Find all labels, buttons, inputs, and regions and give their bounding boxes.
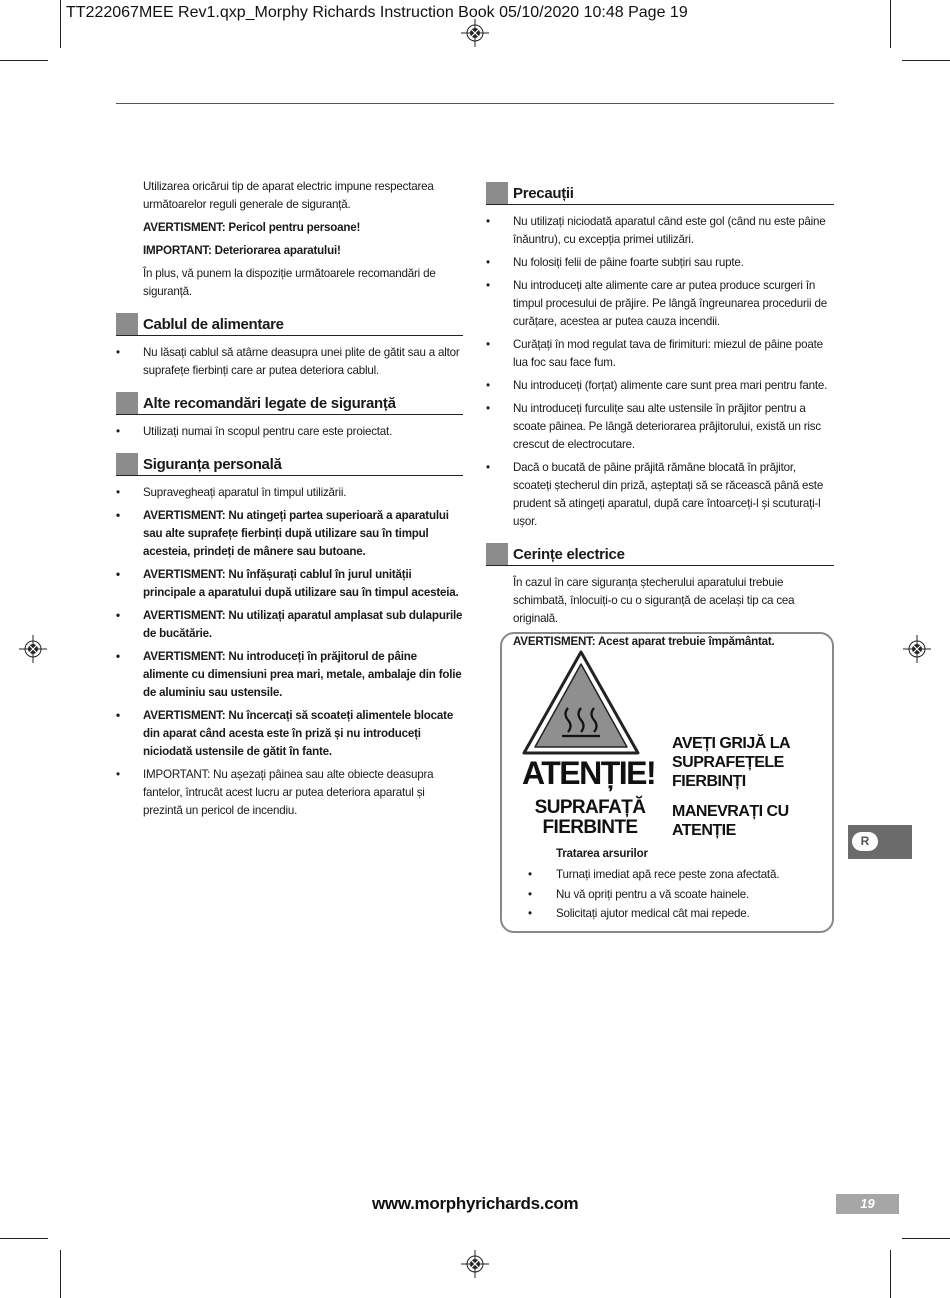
bullet: • <box>528 907 532 920</box>
bullet: • <box>116 650 120 663</box>
section-title: Siguranța personală <box>143 456 282 473</box>
list-item <box>116 507 463 561</box>
section-heading-other-safety <box>116 392 463 415</box>
bullet: • <box>116 568 120 581</box>
electrical-text: În cazul în care siguranța ștecherului aparatului trebuie schimbată, înlocuiți-o cu o siguranță de același tip ca cea originală. <box>513 576 795 625</box>
bullet: • <box>116 486 120 499</box>
registration-mark-icon <box>461 1250 489 1278</box>
bullet: • <box>486 402 490 415</box>
list-item-text: IMPORTANT: Nu așezați pâinea sau alte obiecte deasupra fantelor, întrucât acest lucru ar putea deteriora aparatul și prezintă un pericol de incendiu. <box>143 768 434 817</box>
section-heading-personal-safety <box>116 453 463 476</box>
header-rule <box>116 103 834 104</box>
list-item <box>486 459 834 531</box>
list-item <box>522 865 822 885</box>
list-item-text: Nu introduceți alte alimente care ar putea produce scurgeri în timpul procesului de prăjire. Pe lângă îngreunarea procedurii de curățare, acestea ar putea cauza incendii. <box>513 279 827 328</box>
list-item <box>486 213 834 249</box>
page-number: 19 <box>836 1194 899 1214</box>
list-item-text: Dacă o bucată de pâine prăjită rămâne blocată în prăjitor, scoateți ștecherul din priză, așteptați să se răcească până este prudent să atingeți aparatul, după care întoarceți-l și scuturați-l ușor. <box>513 461 824 528</box>
left-column <box>116 178 463 825</box>
electrical-warning: AVERTISMENT: Acest aparat trebuie împământat. <box>513 635 775 648</box>
list-item-text: Nu utilizați niciodată aparatul când este gol (când nu este pâine înăuntru), cu excepția primei utilizări. <box>513 215 826 246</box>
list-item-text: AVERTISMENT: Nu înfășurați cablul în jurul unității principale a aparatului după utilizare sau în timpul acesteia. <box>143 568 459 599</box>
bullet: • <box>116 609 120 622</box>
bullet: • <box>486 215 490 228</box>
list-item-text: Turnați imediat apă rece peste zona afectată. <box>556 868 780 881</box>
warning-persons: AVERTISMENT: Pericol pentru persoane! <box>143 221 361 234</box>
list-item-text: Nu introduceți furculițe sau alte ustensile în prăjitor pentru a scoate pâinea. Pe lângă deteriorarea prăjitorului, există un risc crescut de electrocutare. <box>513 402 821 451</box>
list-item-text: AVERTISMENT: Nu utilizați aparatul amplasat sub dulapurile de bucătărie. <box>143 609 463 640</box>
section-heading-precautions <box>486 182 834 205</box>
registration-mark-icon <box>19 635 47 663</box>
list-item-text: Nu vă opriți pentru a vă scoate hainele. <box>556 887 750 901</box>
important-appliance: IMPORTANT: Deteriorarea aparatului! <box>143 244 341 257</box>
list-item <box>116 707 463 761</box>
bullet: • <box>116 509 120 522</box>
hot-surface-label: SUPRAFAȚĂ FIERBINTE <box>534 797 646 838</box>
list-item <box>116 484 463 502</box>
section-title: Alte recomandări legate de siguranță <box>143 395 396 412</box>
list-item-text: Solicitați ajutor medical cât mai repede. <box>556 907 750 920</box>
handle-with-care: MANEVRAȚI CU ATENȚIE <box>672 803 789 839</box>
bullet: • <box>486 379 490 392</box>
crop-mark <box>60 1250 61 1298</box>
crop-mark <box>60 0 61 48</box>
list-item <box>486 377 834 395</box>
print-slug: TT222067MEE Rev1.qxp_Morphy Richards Instruction Book 05/10/2020 10:48 Page 19 <box>66 4 688 21</box>
bullet: • <box>486 338 490 351</box>
list-item-text: Curățați în mod regulat tava de firimituri: miezul de pâine poate lua foc sau face fum. <box>513 338 823 369</box>
crop-mark <box>0 60 48 61</box>
section-title: Cablul de alimentare <box>143 316 284 333</box>
attention-heading: ATENȚIE! <box>522 755 656 791</box>
bullet: • <box>116 425 120 438</box>
list-item-text: Nu introduceți (forțat) alimente care sunt prea mari pentru fante. <box>513 379 828 392</box>
intro-text: Utilizarea oricărui tip de aparat electric impune respectarea următoarelor reguli generale de siguranță. <box>143 180 434 211</box>
list-item <box>522 904 822 924</box>
list-item-text: AVERTISMENT: Nu introduceți în prăjitorul de pâine alimente cu dimensiuni prea mari, metale, ambalaje din folie de aluminiu sau ustensile. <box>143 650 462 699</box>
bullet: • <box>116 346 120 359</box>
list-item-text: AVERTISMENT: Nu atingeți partea superioară a aparatului sau alte suprafețe fierbinți după utilizare sau în timpul acesteia, prindeți de mânere sau butoane. <box>143 509 449 558</box>
crop-mark <box>0 1238 48 1239</box>
list-item <box>116 344 463 380</box>
list-item <box>486 400 834 454</box>
section-heading-electrical <box>486 543 834 566</box>
list-item-text: Supravegheați aparatul în timpul utilizării. <box>143 486 347 499</box>
list-item <box>522 885 822 905</box>
bullet: • <box>528 887 532 901</box>
section-title: Precauții <box>513 185 574 202</box>
heading-marker <box>116 453 138 475</box>
list-item <box>486 254 834 272</box>
list-item <box>116 766 463 820</box>
right-column <box>486 182 834 656</box>
heading-marker <box>486 182 508 204</box>
crop-mark <box>902 1238 950 1239</box>
hot-surface-warning-box <box>500 632 834 933</box>
list-item <box>486 277 834 331</box>
burns-treatment-list <box>522 865 822 924</box>
section-title: Cerințe electrice <box>513 546 625 563</box>
list-item-text: Nu lăsați cablul să atârne deasupra unei plite de gătit sau a altor suprafețe fierbinți care ar putea deteriora cablul. <box>143 346 460 377</box>
crop-mark <box>902 60 950 61</box>
bullet: • <box>486 256 490 269</box>
burns-treatment-title: Tratarea arsurilor <box>556 847 648 860</box>
crop-mark <box>890 1250 891 1298</box>
language-tab-label: R <box>852 832 878 851</box>
registration-mark-icon <box>461 19 489 47</box>
footer-url: www.morphyrichards.com <box>372 1194 579 1213</box>
list-item-text: AVERTISMENT: Nu încercați să scoateți alimentele blocate din aparat când acesta este în priză și nu introduceți niciodată ustensile de gătit în fante. <box>143 709 454 758</box>
hot-surfaces-caution: AVEȚI GRIJĂ LA SUPRAFEȚELE FIERBINȚI <box>672 735 790 790</box>
list-item <box>116 648 463 702</box>
list-item <box>486 336 834 372</box>
bullet: • <box>116 709 120 722</box>
list-item <box>116 566 463 602</box>
bullet: • <box>486 461 490 474</box>
crop-mark <box>890 0 891 48</box>
extra-recommendations: În plus, vă punem la dispoziție următoarele recomandări de siguranță. <box>143 267 436 298</box>
list-item <box>116 607 463 643</box>
hot-surface-warning-triangle-icon <box>522 650 640 756</box>
heading-marker <box>116 313 138 335</box>
list-item <box>116 423 463 441</box>
list-item-text: Utilizați numai în scopul pentru care este proiectat. <box>143 425 393 438</box>
heading-marker <box>486 543 508 565</box>
bullet: • <box>116 768 120 781</box>
bullet: • <box>486 279 490 292</box>
list-item-text: Nu folosiți felii de pâine foarte subțiri sau rupte. <box>513 256 744 269</box>
language-tab <box>848 825 912 859</box>
heading-marker <box>116 392 138 414</box>
section-heading-power-cord <box>116 313 463 336</box>
bullet: • <box>528 868 532 881</box>
registration-mark-icon <box>903 635 931 663</box>
